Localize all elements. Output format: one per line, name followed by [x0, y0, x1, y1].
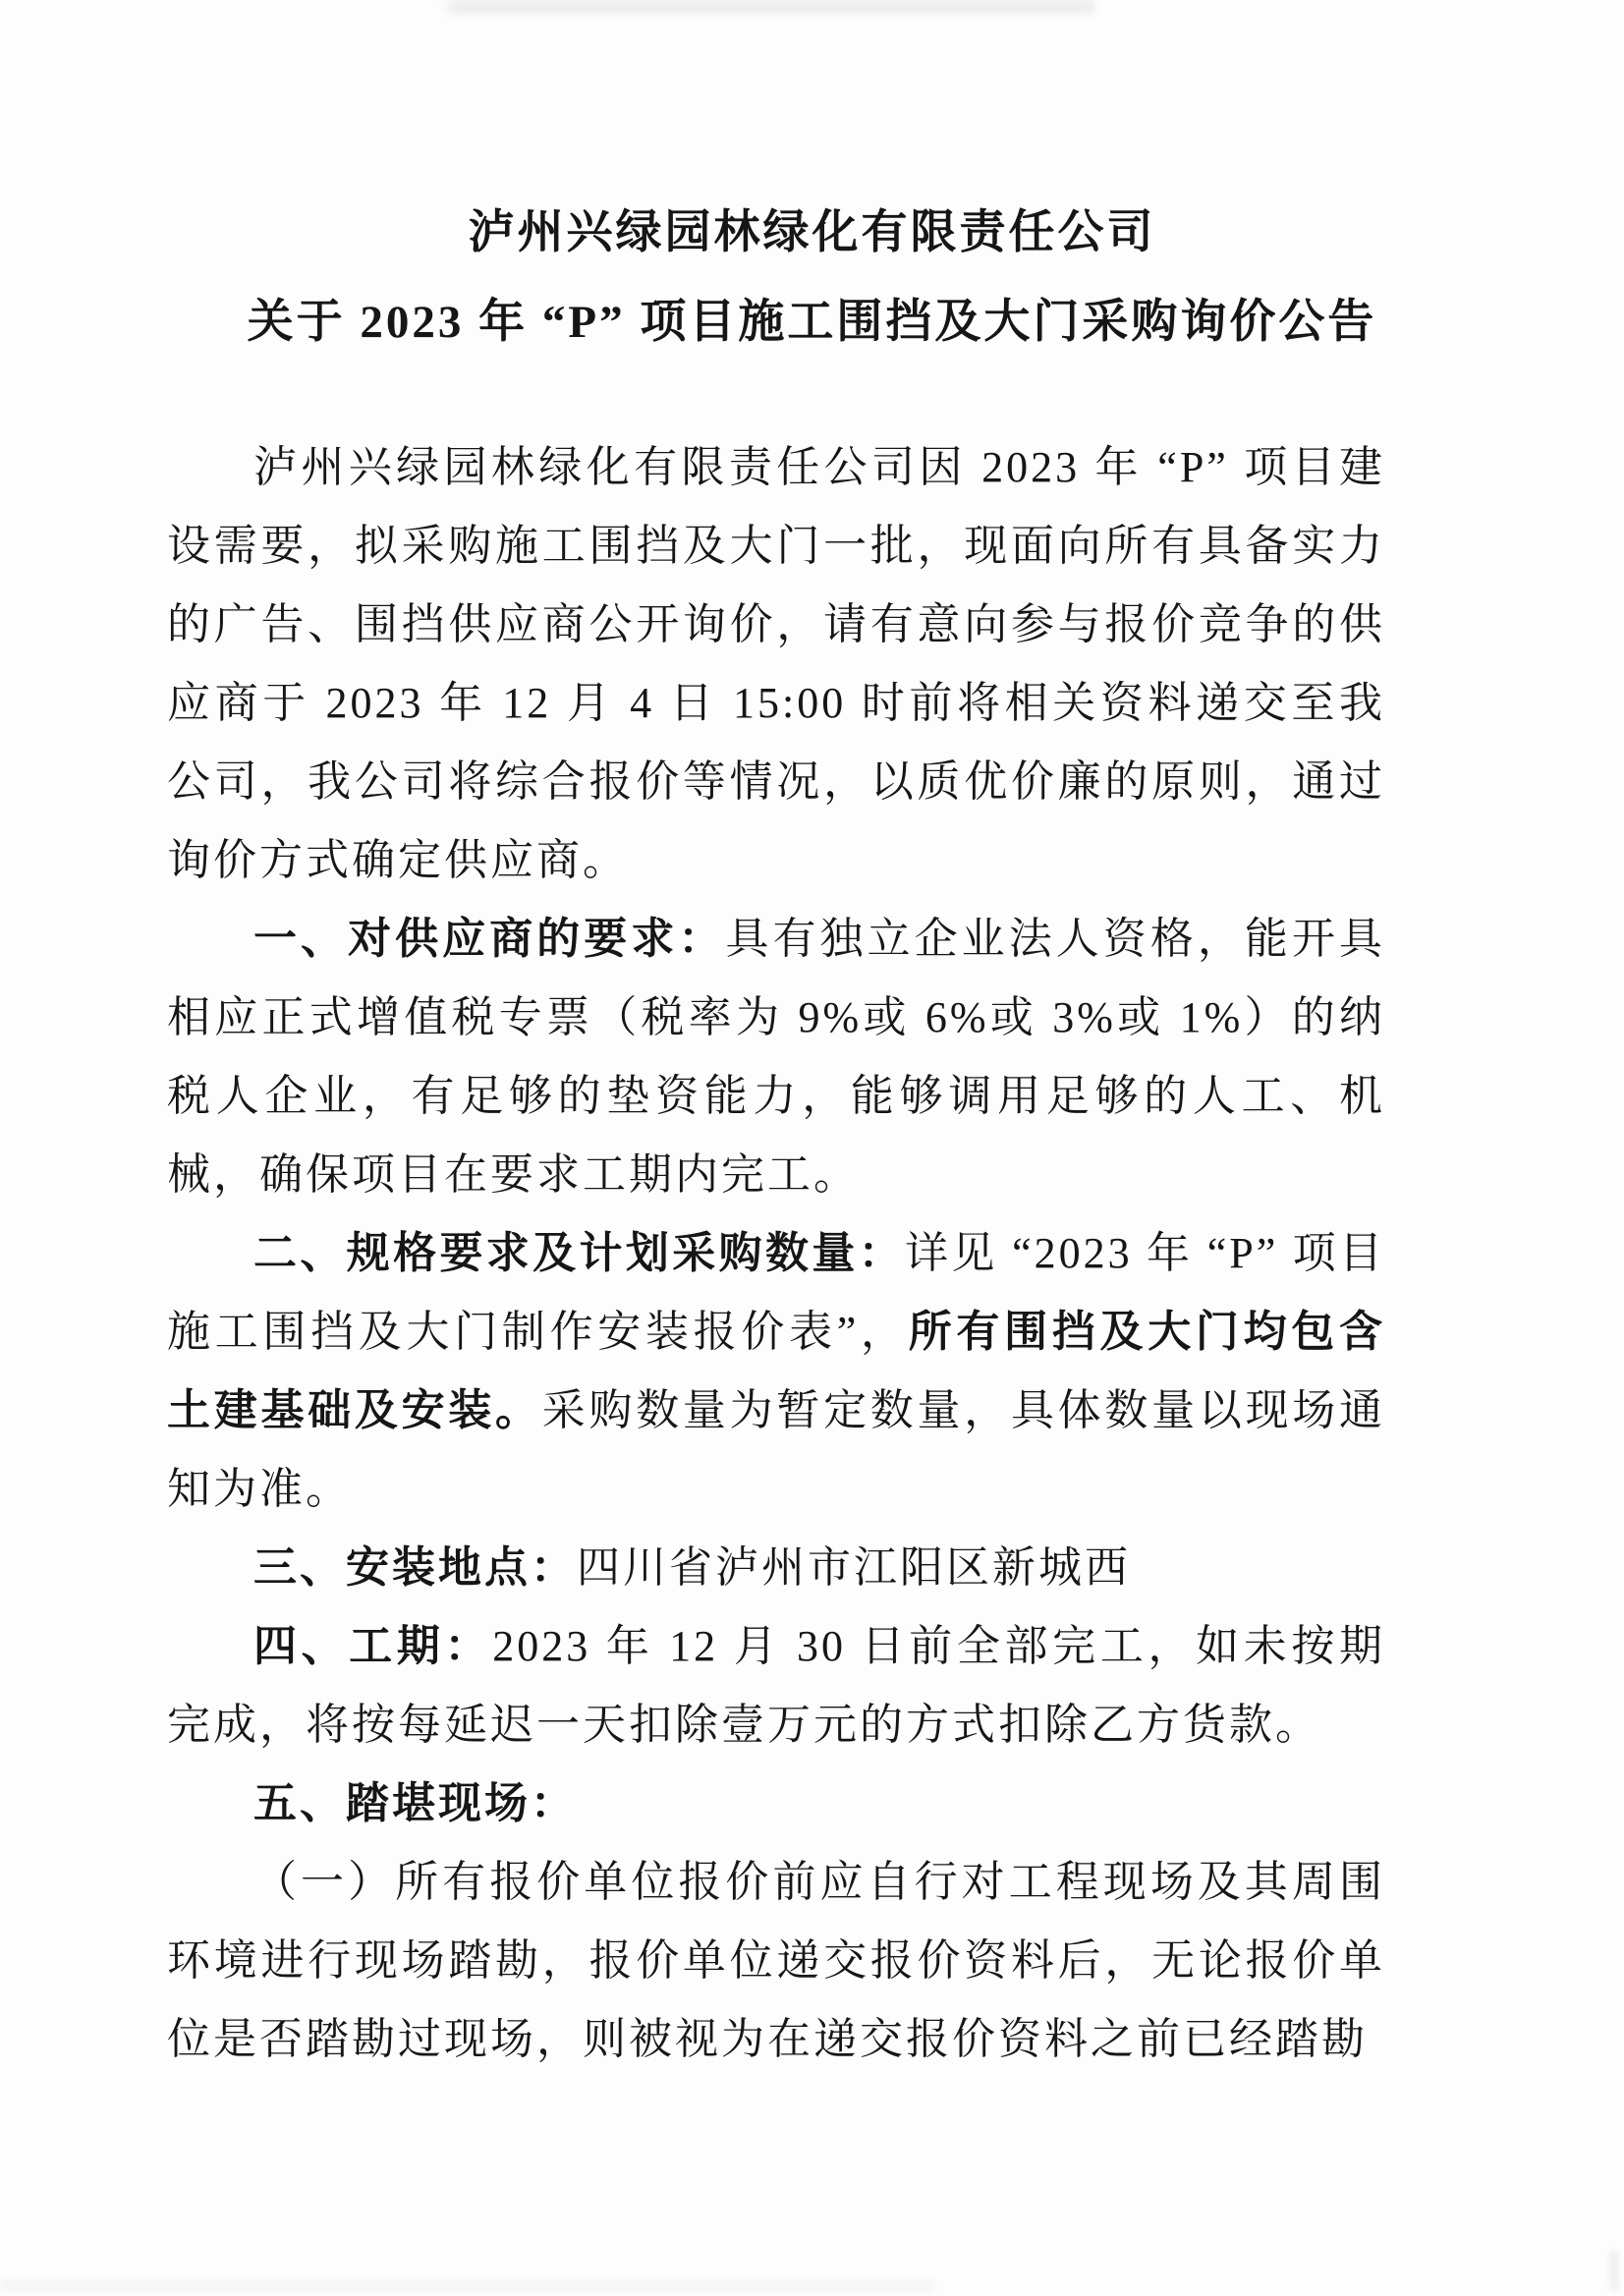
section-2-text-2: 采购数量为暂定数量，具体数量以现场通知为准。	[167, 1386, 1386, 1513]
section-2-paragraph	[167, 1214, 1385, 1529]
document-body	[167, 428, 1385, 2079]
section-3-label: 三、安装地点：	[253, 1543, 577, 1592]
section-3-text: 四川省泸州市江阳区新城西	[577, 1543, 1131, 1592]
section-5-item-1-paragraph: （一）所有报价单位报价前应自行对工程现场及其周围环境进行现场踏勘，报价单位递交报价资料后，无论报价单位是否踏勘过现场，则被视为在递交报价资料之前已经踏勘	[167, 1858, 1385, 2063]
section-2-label: 二、规格要求及计划采购数量：	[253, 1229, 906, 1277]
scan-artifact-top	[447, 0, 1095, 14]
document-title-line2: 关于 2023 年 “P” 项目施工围挡及大门采购询价公告	[247, 297, 1377, 348]
intro-paragraph: 泸州兴绿园林绿化有限责任公司因 2023 年 “P” 项目建设需要，拟采购施工围挡及大门一批，现面向所有具备实力的广告、围挡供应商公开询价，请有意向参与报价竞争的供应商于 2023 年 12 月 4 日 15:00 时前将相关资料递交至我公司，我公司将综合报价等情况，以质优价廉的原则，通过询价方式确定供应商。	[167, 443, 1385, 884]
section-2-text-1: 详见 “2023 年 “P” 项目施工围挡及大门制作安装报价表”，	[167, 1229, 1386, 1356]
section-3-paragraph	[167, 1529, 1385, 1607]
section-2-bold-text: 所有围挡及大门均包含土建基础及安装。	[167, 1308, 1386, 1434]
document-title-line1: 泸州兴绿园林绿化有限责任公司	[468, 207, 1156, 258]
scan-artifact-bottom	[0, 2279, 933, 2292]
scan-artifact-right-edge	[1609, 2250, 1619, 2291]
section-1-label: 一、对供应商的要求：	[253, 915, 726, 963]
section-1-paragraph	[167, 900, 1385, 1214]
section-1-text: 具有独立企业法人资格，能开具相应正式增值税专票（税率为 9%或 6%或 3%或 1%）的纳税人企业，有足够的垫资能力，能够调用足够的人工、机械，确保项目在要求工期内完工。	[167, 915, 1386, 1199]
section-4-text: 2023 年 12 月 30 日前全部完工，如未按期完成，将按每延迟一天扣除壹万元的方式扣除乙方货款。	[167, 1622, 1386, 1749]
section-5-label: 五、踏堪现场：	[253, 1779, 577, 1827]
section-4-label: 四、工期：	[253, 1622, 493, 1670]
document-title-block	[0, 0, 1624, 354]
section-4-paragraph	[167, 1607, 1385, 1764]
section-5-heading	[167, 1764, 1385, 1843]
